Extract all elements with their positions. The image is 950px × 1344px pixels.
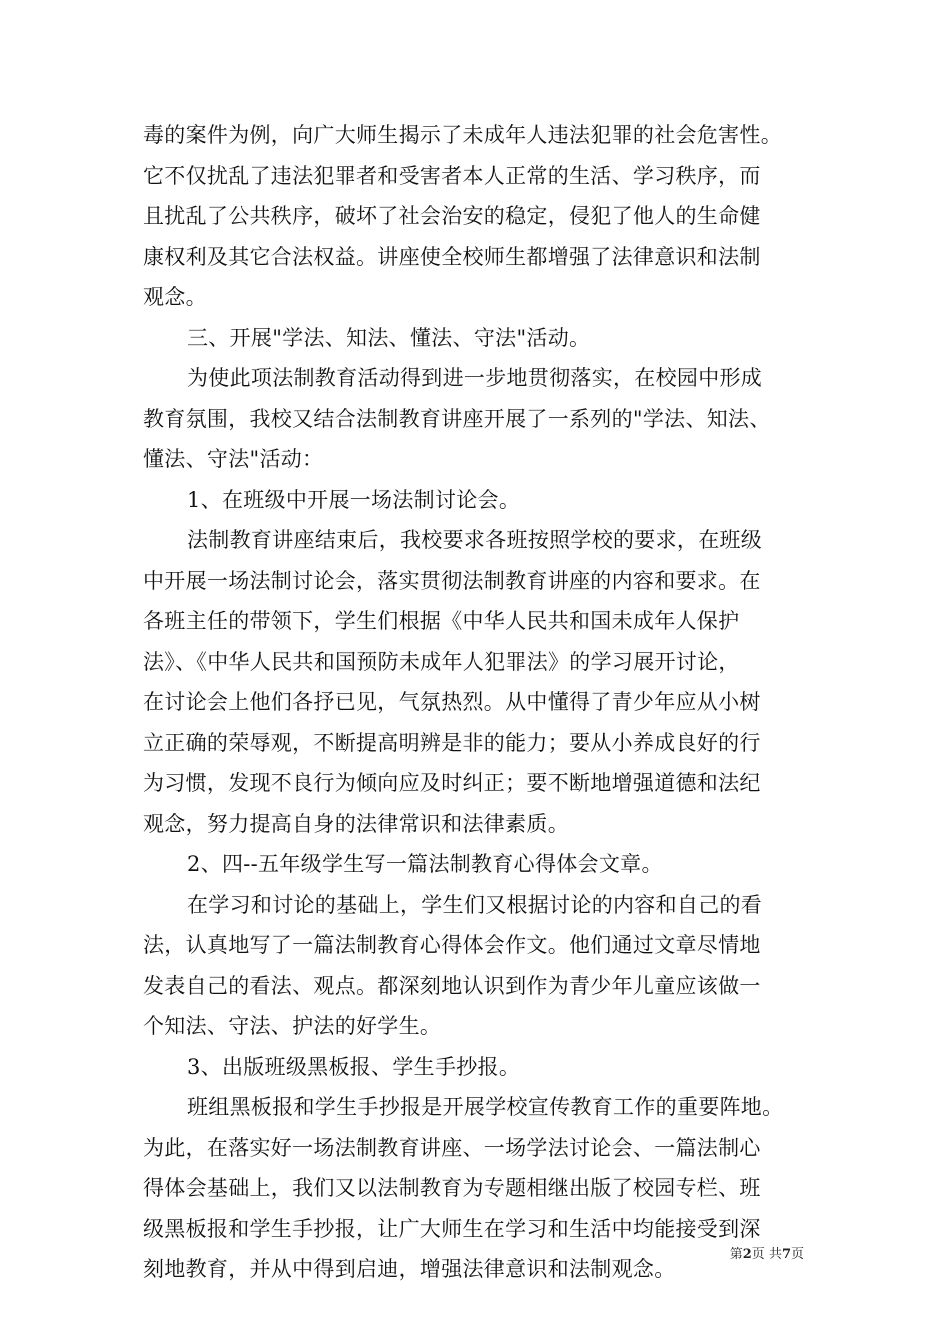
text-line: 在讨论会上他们各抒已见，气氛热烈。从中懂得了青少年应从小树 — [143, 690, 761, 714]
text-line: 在学习和讨论的基础上，学生们又根据讨论的内容和自己的看 — [187, 892, 763, 917]
page-suffix: 页 — [790, 1247, 804, 1262]
text-line: 观念，努力提高自身的法律常识和法律素质。 — [143, 811, 569, 836]
text-line: 级黑板报和学生手抄报，让广大师生在学习和生活中均能接受到深 — [143, 1216, 761, 1241]
text-line: 发表自己的看法、观点。都深刻地认识到作为青少年儿童应该做一 — [143, 973, 761, 998]
text-line: 为使此项法制教育活动得到进一步地贯彻落实，在校园中形成 — [187, 366, 763, 390]
text-line: 立正确的荣辱观，不断提高明辨是非的能力；要从小养成良好的行 — [143, 730, 761, 755]
text-line: 康权利及其它合法权益。讲座使全校师生都增强了法律意识和法制 — [143, 244, 761, 269]
page-middle: 页 共 — [751, 1247, 782, 1262]
text-line: 懂法、守法"活动： — [143, 447, 324, 471]
page-number-footer — [730, 1247, 804, 1263]
text-line: 1、在班级中开展一场法制讨论会。 — [187, 487, 521, 512]
document-body — [143, 115, 813, 1290]
text-line: 2、四--五年级学生写一篇法制教育心得体会文章。 — [187, 852, 663, 876]
text-line: 班组黑板报和学生手抄报是开展学校宣传教育工作的重要阵地。 — [187, 1095, 784, 1119]
text-line: 个知法、守法、护法的好学生。 — [143, 1014, 442, 1038]
text-line: 法》、《中华人民共和国预防未成年人犯罪法》的学习展开讨论， — [143, 649, 740, 674]
text-line: 3、出版班级黑板报、学生手抄报。 — [187, 1054, 521, 1079]
text-line: 各班主任的带领下，学生们根据《中华人民共和国未成年人保护 — [143, 609, 740, 633]
text-line: 毒的案件为例，向广大师生揭示了未成年人违法犯罪的社会危害性。 — [143, 123, 782, 147]
current-page-number: 2 — [742, 1247, 752, 1262]
text-line: 法制教育讲座结束后，我校要求各班按照学校的要求，在班级 — [187, 528, 763, 552]
text-line: 得体会基础上，我们又以法制教育为专题相继出版了校园专栏、班 — [143, 1176, 761, 1200]
text-line: 且扰乱了公共秩序，破坏了社会治安的稳定，侵犯了他人的生命健 — [143, 204, 761, 228]
text-line: 它不仅扰乱了违法犯罪者和受害者本人正常的生活、学习秩序，而 — [143, 163, 761, 188]
text-line: 教育氛围，我校又结合法制教育讲座开展了一系列的"学法、知法、 — [143, 406, 771, 431]
text-line: 为此，在落实好一场法制教育讲座、一场学法讨论会、一篇法制心 — [143, 1135, 761, 1160]
text-line: 观念。 — [143, 285, 207, 309]
page-prefix: 第 — [729, 1247, 743, 1262]
text-line: 三、开展"学法、知法、懂法、守法"活动。 — [187, 325, 591, 350]
total-pages-number: 7 — [781, 1247, 791, 1262]
text-line: 中开展一场法制讨论会，落实贯彻法制教育讲座的内容和要求。在 — [143, 568, 761, 593]
text-line: 法，认真地写了一篇法制教育心得体会作文。他们通过文章尽情地 — [143, 933, 761, 957]
text-line: 刻地教育，并从中得到启迪，增强法律意识和法制观念。 — [143, 1257, 676, 1281]
text-line: 为习惯，发现不良行为倾向应及时纠正；要不断地增强道德和法纪 — [143, 771, 761, 795]
